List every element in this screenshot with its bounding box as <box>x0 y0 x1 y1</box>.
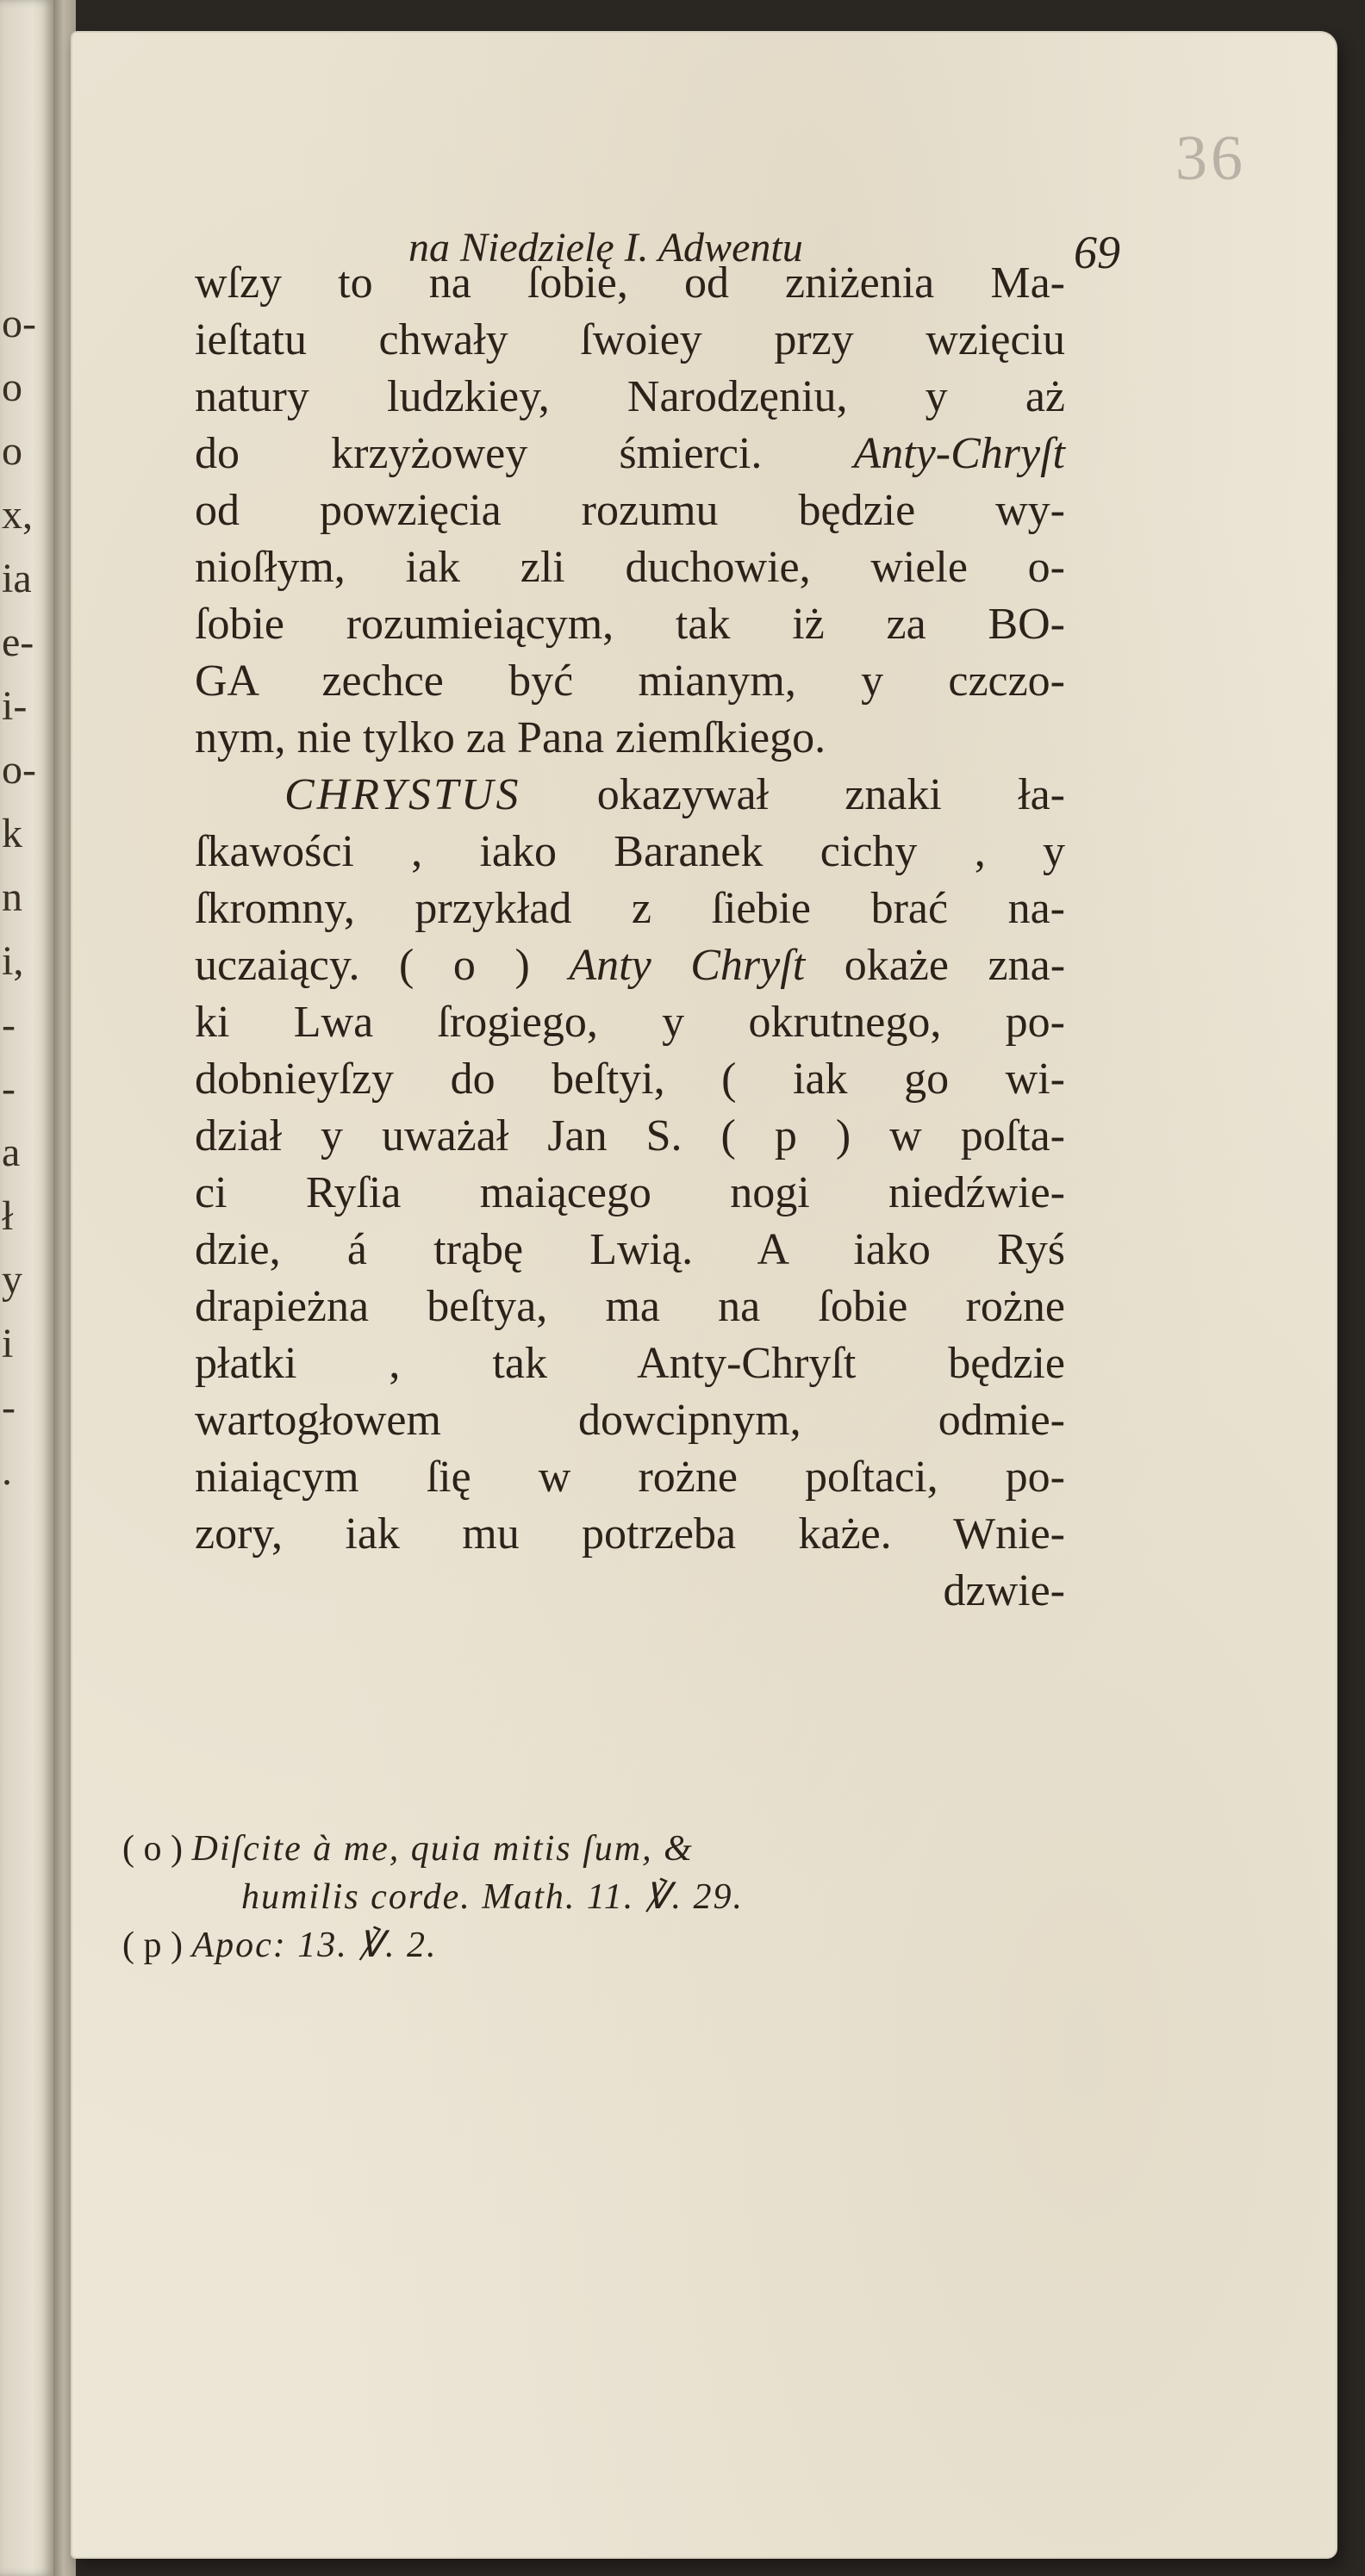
text-line <box>195 994 1065 1051</box>
text-line <box>195 1222 1065 1279</box>
text-run: ſobie rozumieiącym, tak iż za BO- <box>195 600 1065 649</box>
text-line <box>195 1279 1065 1335</box>
text-run: do krzyżowey śmierci. <box>195 429 854 478</box>
text-line <box>195 653 1065 710</box>
text-line <box>195 1392 1065 1449</box>
left-page-fragment: - <box>2 1002 16 1048</box>
left-page-fragment: e- <box>2 619 34 665</box>
footnotes <box>122 1825 1070 1969</box>
left-page-fragment: a <box>2 1129 21 1175</box>
text-line <box>195 710 1065 767</box>
left-page-fragment: ia <box>2 556 32 601</box>
left-page-fragment: o- <box>2 301 36 346</box>
text-line <box>195 596 1065 653</box>
text-run: dobnieyſzy do beſtyi, ( iak go wi- <box>195 1055 1065 1104</box>
text-line <box>195 937 1065 994</box>
text-run: Anty Chryſt <box>569 941 806 990</box>
left-page-fragment: k <box>2 811 22 856</box>
footnote-marker: ( o ) <box>122 1829 192 1869</box>
left-page-fragment: o <box>2 364 22 410</box>
text-line <box>195 1051 1065 1108</box>
text-run: nym, nie tylko za Pana ziemſkiego. <box>195 713 826 762</box>
footnote <box>122 1921 1070 1969</box>
text-line <box>195 482 1065 539</box>
text-run: ieſtatu chwały ſwoiey przy wzięciu <box>195 315 1065 364</box>
left-page-fragment: . <box>2 1448 12 1494</box>
text-line <box>195 880 1065 937</box>
text-run: od powzięcia rozumu będzie wy- <box>195 486 1065 535</box>
text-line <box>195 1335 1065 1392</box>
left-page-fragment: x, <box>2 492 33 538</box>
text-line <box>195 1506 1065 1563</box>
page-number: 69 <box>1074 227 1120 278</box>
text-run: płatki , tak Anty-Chryſt będzie <box>195 1339 1065 1388</box>
left-page-fragment: - <box>2 1066 16 1111</box>
text-run: Anty-Chryſt <box>853 429 1065 478</box>
text-run: dział y uważał Jan S. ( p ) w poſta- <box>195 1111 1065 1160</box>
text-line <box>195 1563 1065 1620</box>
pencil-folio-mark: 36 <box>1175 123 1246 194</box>
text-run: CHRYSTUS <box>284 770 521 819</box>
text-line <box>195 426 1065 482</box>
left-page-fragment: y <box>2 1257 22 1303</box>
body-text <box>195 255 1065 1620</box>
text-line <box>195 767 1065 824</box>
text-line <box>195 539 1065 596</box>
text-run: ſkawości , iako Baranek cichy , y <box>195 827 1065 876</box>
footnote-marker: ( p ) <box>122 1926 192 1965</box>
text-run: dzie, á trąbę Lwią. A iako Ryś <box>195 1225 1065 1274</box>
text-line <box>195 1449 1065 1506</box>
text-line <box>195 1108 1065 1165</box>
left-page-fragment: - <box>2 1384 16 1430</box>
left-page-fragment: i- <box>2 683 28 729</box>
footnote <box>122 1825 1070 1921</box>
text-run: okazywał znaki ła- <box>520 770 1065 819</box>
text-line <box>195 369 1065 426</box>
text-run: drapieżna beſtya, ma na ſobie rożne <box>195 1282 1065 1331</box>
text-line <box>195 1165 1065 1222</box>
text-run: GA zechce być mianym, y czczo- <box>195 656 1065 706</box>
text-run: wartogłowem dowcipnym, odmie- <box>195 1396 1065 1445</box>
text-run: ci Ryſia maiącego nogi niedźwie- <box>195 1168 1065 1217</box>
text-run: dzwie- <box>943 1566 1065 1615</box>
left-page-fragment: i <box>2 1321 14 1366</box>
left-facing-page <box>0 0 53 2576</box>
text-line <box>195 824 1065 880</box>
footnote-continuation: humilis corde. Math. 11. ℣. 29. <box>241 1877 745 1917</box>
text-run: ſkromny, przykład z ſiebie brać na- <box>195 884 1065 933</box>
text-line <box>195 312 1065 369</box>
left-page-fragment: n <box>2 874 22 920</box>
left-page-fragment: ł <box>2 1193 14 1239</box>
text-run: ki Lwa ſrogiego, y okrutnego, po- <box>195 998 1065 1047</box>
text-run: okaże zna- <box>805 941 1066 990</box>
footnote-text: Diſcite à me, quia mitis ſum, & <box>191 1829 694 1869</box>
text-line <box>195 255 1065 312</box>
left-page-fragment: o <box>2 428 22 474</box>
text-run: nioſłym, iak zli duchowie, wiele o- <box>195 543 1065 592</box>
running-head: na Niedzielę I. Adwentu <box>408 225 803 271</box>
text-run: niaiącym ſię w rożne poſtaci, po- <box>195 1453 1065 1502</box>
text-run: zory, iak mu potrzeba każe. Wnie- <box>195 1509 1065 1559</box>
footnote-text: Apoc: 13. ℣. 2. <box>191 1926 438 1965</box>
text-run: wſzy to na ſobie, od zniżenia Ma- <box>195 258 1065 308</box>
left-page-fragment: i, <box>2 938 24 984</box>
text-run: natury ludzkiey, Narodzęniu, y aż <box>195 372 1065 421</box>
left-page-fragment: o- <box>2 747 36 793</box>
text-run: uczaiący. ( o ) <box>195 941 570 990</box>
